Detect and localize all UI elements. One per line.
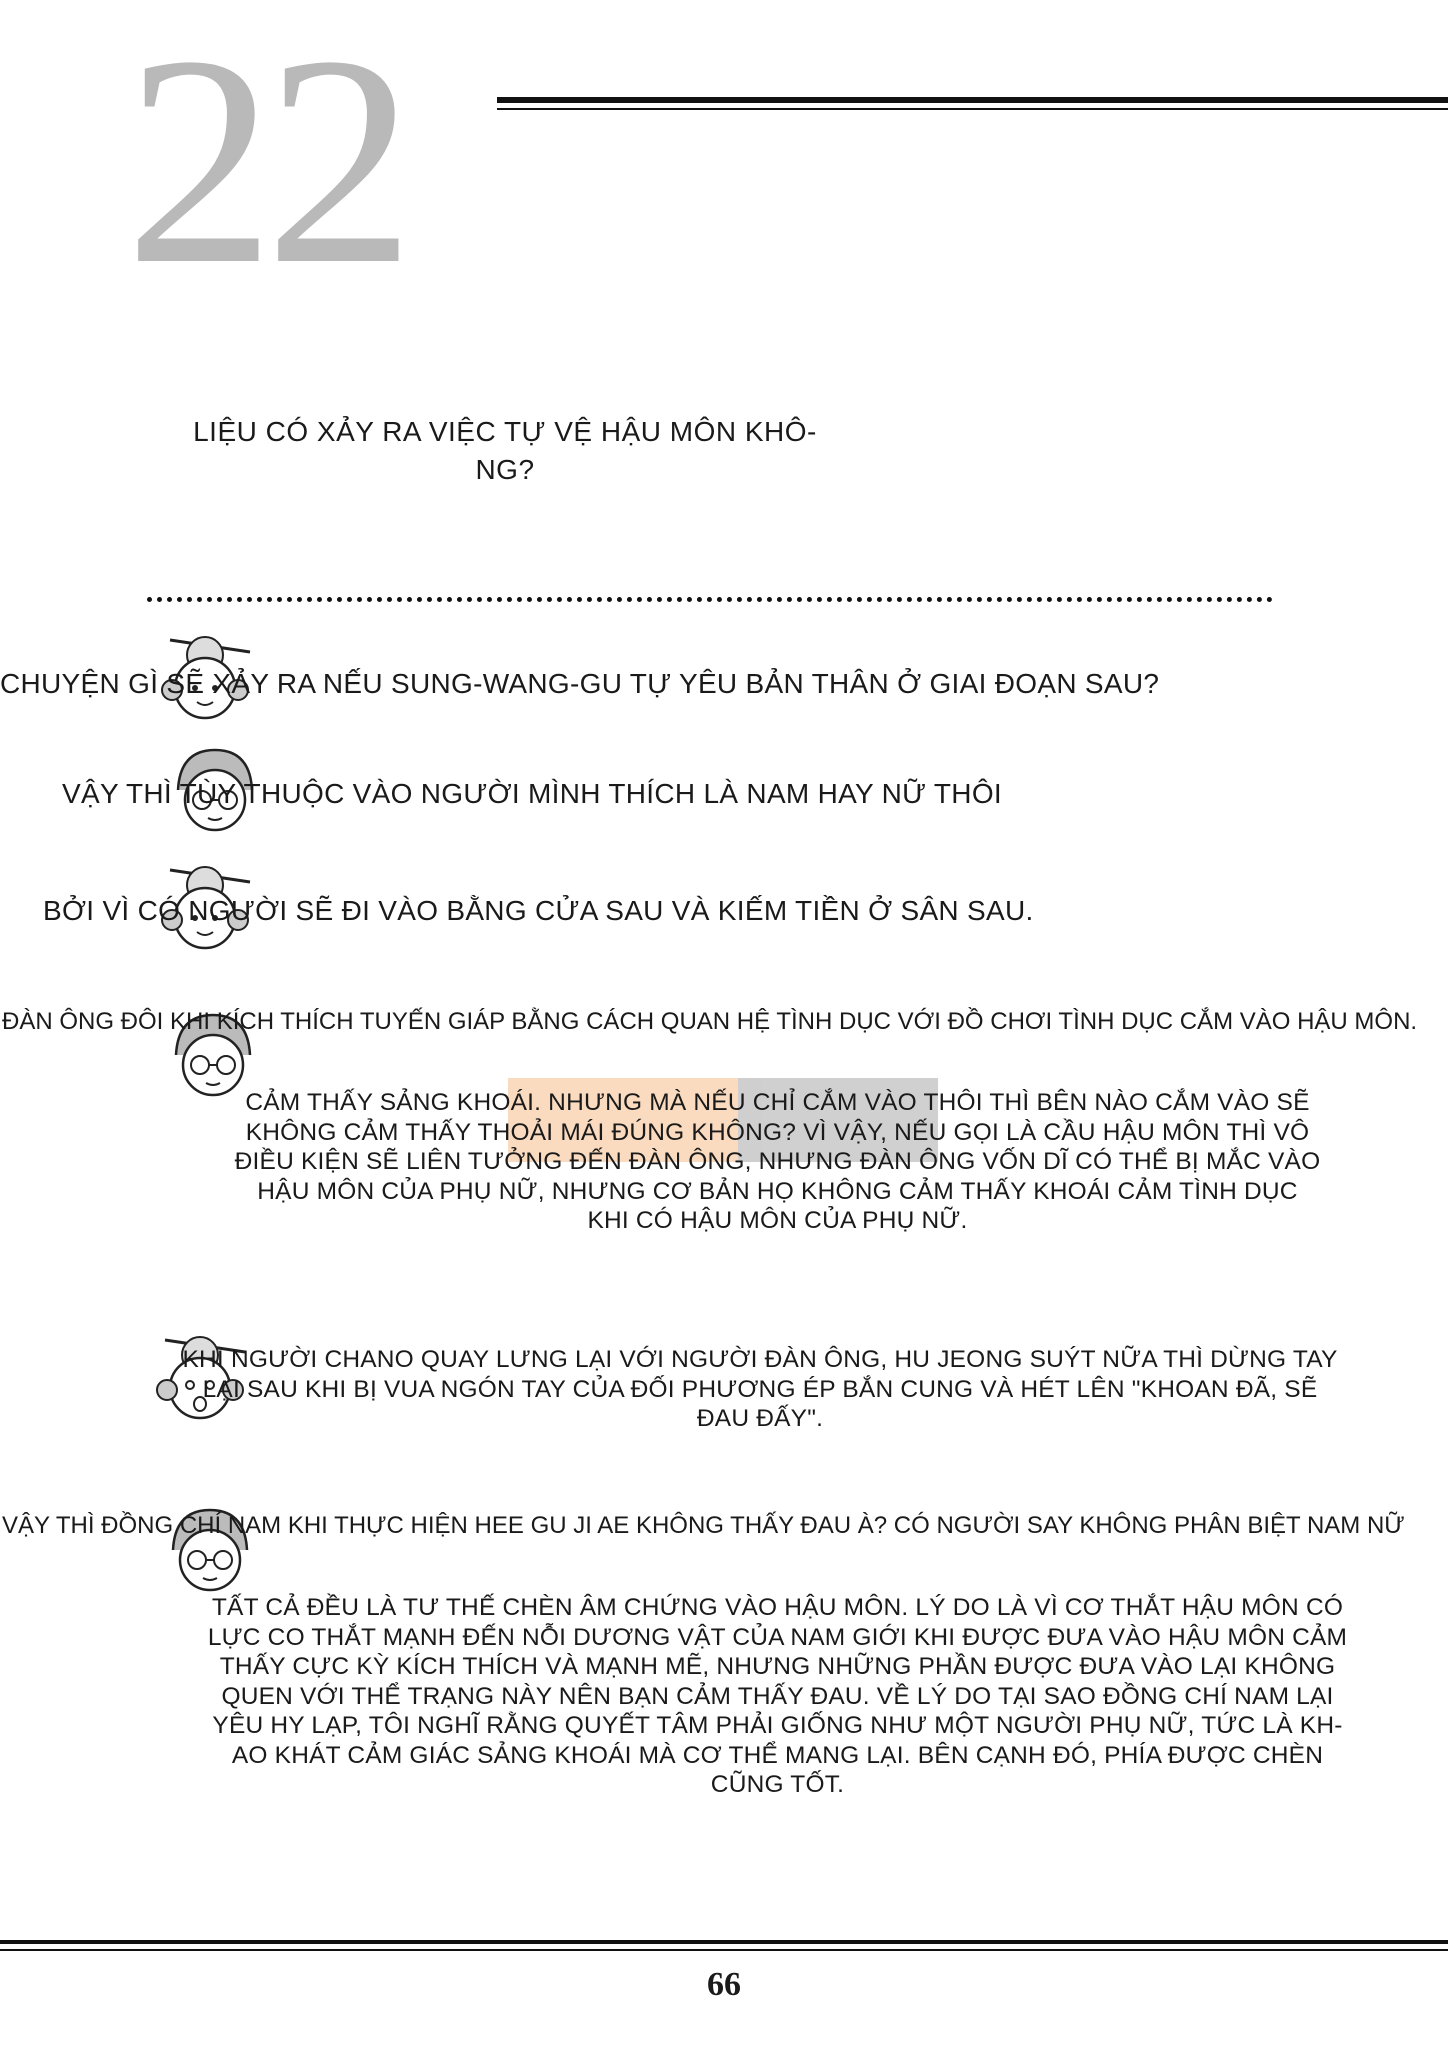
header-rule-thick — [497, 97, 1448, 103]
dialogue-line-2: VẬY THÌ TÙY THUỘC VÀO NGƯỜI MÌNH THÍCH LÀ NAM HAY NỮ THÔI — [62, 778, 1002, 809]
question-line-1: LIỆU CÓ XẢY RA VIỆC TỰ VỆ HẬU MÔN KHÔ- — [193, 416, 817, 447]
dotted-separator — [147, 597, 1273, 602]
header-rule-thin — [497, 108, 1448, 110]
chapter-question — [160, 413, 850, 489]
paragraph-line: KHÔNG CẢM THẤY THOẢI MÁI ĐÚNG KHÔNG? VÌ VẬY, NẾU GỌI LÀ CẦU HẬU MÔN THÌ VÔ — [245, 1118, 1310, 1146]
paragraph-line: QUEN VỚI THỂ TRẠNG NÀY NÊN BẠN CẢM THẤY ĐAU. VỀ LÝ DO TẠI SAO ĐỒNG CHÍ NAM LẠI — [221, 1682, 1334, 1710]
dialogue-line-6: VẬY THÌ ĐỒNG CHÍ NAM KHI THỰC HIỆN HEE GU JI AE KHÔNG THẤY ĐAU À? CÓ NGƯỜI SAY KHÔNG PHÂN BIỆT NAM NỮ — [2, 1512, 1405, 1539]
footer-rule-thin — [0, 1949, 1448, 1951]
dialogue-line-3: BỞI VÌ CÓ NGƯỜI SẼ ĐI VÀO BẰNG CỬA SAU VÀ KIẾM TIỀN Ở SÂN SAU. — [43, 895, 1034, 926]
paragraph-line: LẠI SAU KHI BỊ VUA NGÓN TAY CỦA ĐỐI PHƯƠNG ÉP BẮN CUNG VÀ HÉT LÊN "KHOAN ĐÃ, SẼ — [202, 1375, 1318, 1403]
paragraph-line: HẬU MÔN CỦA PHỤ NỮ, NHƯNG CƠ BẢN HỌ KHÔNG CẢM THẤY KHOÁI CẢM TÌNH DỤC — [257, 1177, 1298, 1205]
paragraph-line: AO KHÁT CẢM GIÁC SẢNG KHOÁI MÀ CƠ THỂ MANG LẠI. BÊN CẠNH ĐÓ, PHÍA ĐƯỢC CHÈN — [231, 1741, 1324, 1769]
paragraph-line: YÊU HY LẠP, TÔI NGHĨ RẰNG QUYẾT TÂM PHẢI GIỐNG NHƯ MỘT NGƯỜI PHỤ NỮ, TỨC LÀ KH- — [212, 1712, 1343, 1739]
dialogue-paragraph-6 — [195, 1593, 1360, 1800]
paragraph-line: TẤT CẢ ĐỀU LÀ TƯ THẾ CHÈN ÂM CHỨNG VÀO HẬU MÔN. LÝ DO LÀ VÌ CƠ THẮT HẬU MÔN CÓ — [211, 1594, 1344, 1621]
paragraph-line: LỰC CO THẮT MẠNH ĐẾN NỖI DƯƠNG VẬT CỦA NAM GIỚI KHI ĐƯỢC ĐƯA VÀO HẬU MÔN CẢM — [207, 1623, 1348, 1651]
paragraph-line: KHI CÓ HẬU MÔN CỦA PHỤ NỮ. — [587, 1207, 968, 1234]
paragraph-line: CŨNG TỐT. — [710, 1771, 845, 1798]
dialogue-paragraph-4 — [215, 1088, 1340, 1236]
dialogue-line-4: ĐÀN ÔNG ĐÔI KHI KÍCH THÍCH TUYẾN GIÁP BẰNG CÁCH QUAN HỆ TÌNH DỤC VỚI ĐỒ CHƠI TÌNH DỤC CẮM VÀO HẬU MÔN. — [2, 1008, 1418, 1035]
paragraph-line: CẢM THẤY SẢNG KHOÁI. NHƯNG MÀ NẾU CHỈ CẮM VÀO THÔI THÌ BÊN NÀO CẮM VÀO SẼ — [245, 1089, 1310, 1116]
paragraph-line: ĐIỀU KIỆN SẼ LIÊN TƯỞNG ĐẾN ĐÀN ÔNG, NHƯNG ĐÀN ÔNG VỐN DĨ CÓ THỂ BỊ MẮC VÀO — [234, 1148, 1321, 1175]
question-line-2: NG? — [475, 454, 535, 485]
page-number: 66 — [707, 1966, 741, 2003]
paragraph-line: THẤY CỰC KỲ KÍCH THÍCH VÀ MẠNH MẼ, NHƯNG NHỮNG PHẦN ĐƯỢC ĐƯA VÀO LẠI KHÔNG — [219, 1653, 1336, 1680]
paragraph-line: KHI NGƯỜI CHANO QUAY LƯNG LẠI VỚI NGƯỜI ĐÀN ÔNG, HU JEONG SUÝT NỮA THÌ DỪNG TAY — [182, 1346, 1338, 1373]
paragraph-line: ĐAU ĐẤY". — [696, 1405, 824, 1432]
dialogue-line-1: CHUYỆN GÌ SẼ XẢY RA NẾU SUNG-WANG-GU TỰ YÊU BẢN THÂN Ở GIAI ĐOẠN SAU? — [0, 668, 1160, 699]
dialogue-paragraph-5 — [160, 1345, 1360, 1434]
footer-rule-thick — [0, 1940, 1448, 1944]
chapter-number: 22 — [125, 0, 405, 326]
